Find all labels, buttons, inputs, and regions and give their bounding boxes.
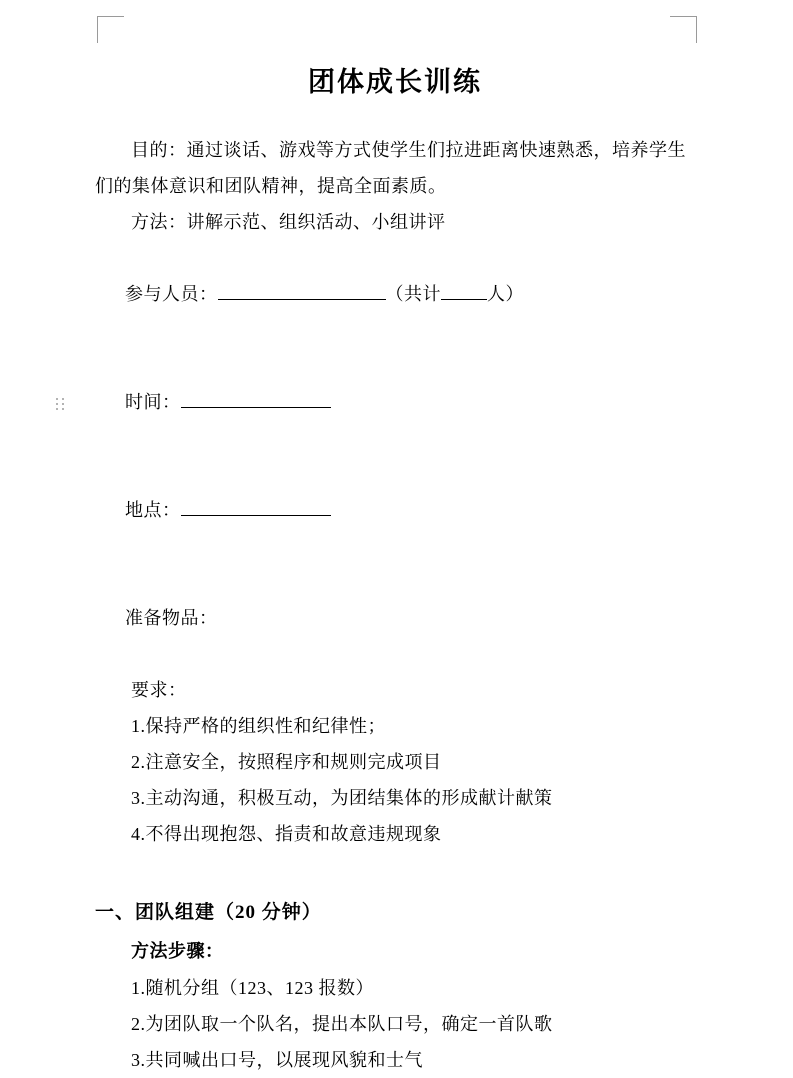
items-field-line [95, 564, 695, 672]
requirement-item: 3.主动沟通，积极互动，为团结集体的形成献计献策 [131, 788, 553, 808]
place-field-line [95, 456, 695, 564]
time-label: 时间： [125, 392, 181, 412]
participants-label: 参与人员： [125, 284, 218, 304]
items-label: 准备物品： [125, 608, 218, 628]
intro-paragraph-2: 方法：讲解示范、组织活动、小组讲评 [131, 212, 446, 232]
section-spacer [95, 852, 695, 894]
paragraph-drag-handle-icon[interactable] [56, 398, 65, 412]
participants-field-line [95, 240, 695, 348]
page-corner-mark-top-left [97, 16, 124, 43]
requirements-label: 要求： [131, 680, 187, 700]
section-one-step: 2.为团队取一个队名，提出本队口号，确定一首队歌 [131, 1014, 553, 1034]
requirement-item: 1.保持严格的组织性和纪律性； [131, 716, 386, 736]
time-field-line [95, 348, 695, 456]
requirement-item: 4.不得出现抱怨、指责和故意违规现象 [131, 824, 442, 844]
page-title: 团体成长训练 [308, 67, 482, 97]
participants-input[interactable] [218, 299, 386, 300]
intro-block [95, 132, 695, 240]
section-one-subheading: 方法步骤： [131, 941, 224, 961]
intro-paragraph-1: 目的：通过谈话、游戏等方式使学生们拉进距离快速熟悉，培养学生们的集体意识和团队精神，提高全面素质。 [95, 140, 686, 196]
document-content [95, 46, 695, 1078]
participants-total-prefix: （共计 [385, 284, 441, 304]
requirement-item: 2.注意安全，按照程序和规则完成项目 [131, 752, 442, 772]
participants-total-input[interactable] [441, 299, 487, 300]
section-one-step: 1.随机分组（123、123 报数） [131, 978, 374, 998]
page-corner-mark-top-right [670, 16, 697, 43]
participants-total-suffix: 人） [487, 284, 524, 304]
section-one-step: 3.共同喊出口号，以展现风貌和士气 [131, 1050, 423, 1070]
time-input[interactable] [181, 407, 331, 408]
place-input[interactable] [181, 515, 331, 516]
section-one-heading: 一、团队组建（20 分钟） [95, 902, 322, 923]
place-label: 地点： [125, 500, 181, 520]
